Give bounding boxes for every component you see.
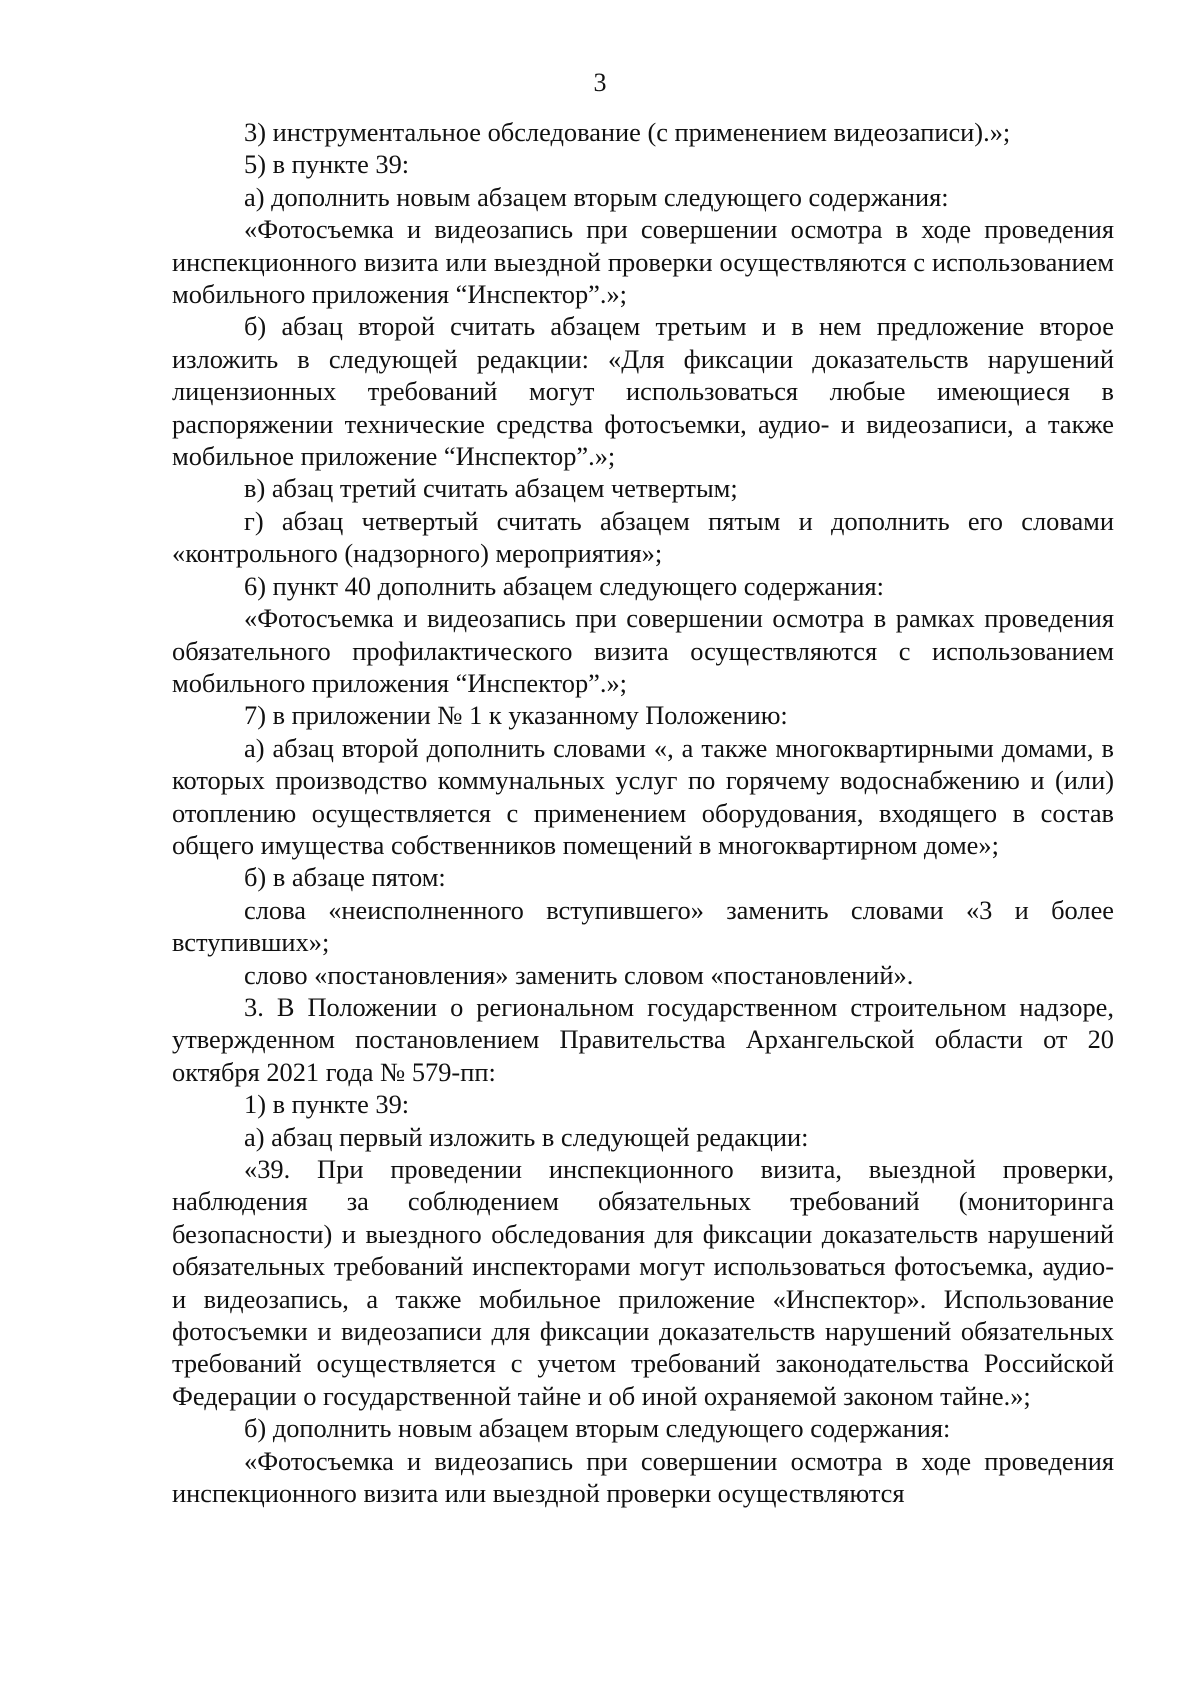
paragraph: «Фотосъемка и видеозапись при совершении осмотра в ходе проведения инспекционного визита или выездной проверки осуществляются с использованием мобильного приложения “Инспектор”.»; <box>172 214 1114 310</box>
paragraph: а) абзац второй дополнить словами «, а также многоквартирными домами, в которых производство коммунальных услуг по горячему водоснабжению и (или) отоплению осуществляется с применением оборудования, входящего в состав общего имущества собственников помещений в многоквартирном доме»; <box>172 732 1114 860</box>
paragraph: 3. В Положении о региональном государственном строительном надзоре, утвержденном постановлением Правительства Архангельской области от 20 октября 2021 года № 579-пп: <box>172 991 1114 1087</box>
paragraph: 3) инструментальное обследование (с применением видеозаписи).»; <box>244 117 1011 147</box>
paragraph: б) в абзаце пятом: <box>244 862 446 893</box>
paragraph: слово «постановления» заменить словом «постановлений». <box>244 959 914 990</box>
paragraph: а) абзац первый изложить в следующей редакции: <box>244 1121 809 1152</box>
paragraph: 1) в пункте 39: <box>244 1089 410 1120</box>
paragraph: 5) в пункте 39: <box>244 149 410 180</box>
paragraph: 6) пункт 40 дополнить абзацем следующего содержания: <box>244 570 884 601</box>
paragraph: б) абзац второй считать абзацем третьим и в нем предложение второе изложить в следующей редакции: «Для фиксации доказательств нарушений лицензионных требований могут использоваться любые имеющиеся в распоряжении технические средства фотосъемки, аудио- и видеозаписи, а также мобильное приложение “Инспектор”.»; <box>172 311 1114 472</box>
paragraph: б) дополнить новым абзацем вторым следующего содержания: <box>244 1413 951 1444</box>
paragraph: в) абзац третий считать абзацем четвертым; <box>244 473 738 504</box>
paragraph: «Фотосъемка и видеозапись при совершении осмотра в рамках проведения обязательного профилактического визита осуществляются с использованием мобильного приложения “Инспектор”.»; <box>172 603 1114 698</box>
paragraph: а) дополнить новым абзацем вторым следующего содержания: <box>244 181 949 212</box>
paragraph: «Фотосъемка и видеозапись при совершении осмотра в ходе проведения инспекционного визита или выездной проверки осуществляются <box>172 1445 1114 1509</box>
paragraph: г) абзац четвертый считать абзацем пятым и дополнить его словами «контрольного (надзорного) мероприятия»; <box>172 505 1114 569</box>
page-number: 3 <box>593 68 607 97</box>
paragraph: 7) в приложении № 1 к указанному Положению: <box>244 700 788 731</box>
paragraph: слова «неисполненного вступившего» заменить словами «3 и более вступивших»; <box>172 894 1114 958</box>
document-body <box>172 116 1114 1509</box>
paragraph: «39. При проведении инспекционного визита, выездной проверки, наблюдения за соблюдением обязательных требований (мониторинга безопасности) и выездного обследования для фиксации доказательств нарушений обязательных требований инспекторами могут использоваться фотосъемка, аудио- и видеозапись, а также мобильное приложение «Инспектор». Использование фотосъемки и видеозаписи для фиксации доказательств нарушений обязательных требований осуществляется с учетом требований законодательства Российской Федерации о государственной тайне и об иной охраняемой законом тайне.»; <box>172 1154 1114 1411</box>
